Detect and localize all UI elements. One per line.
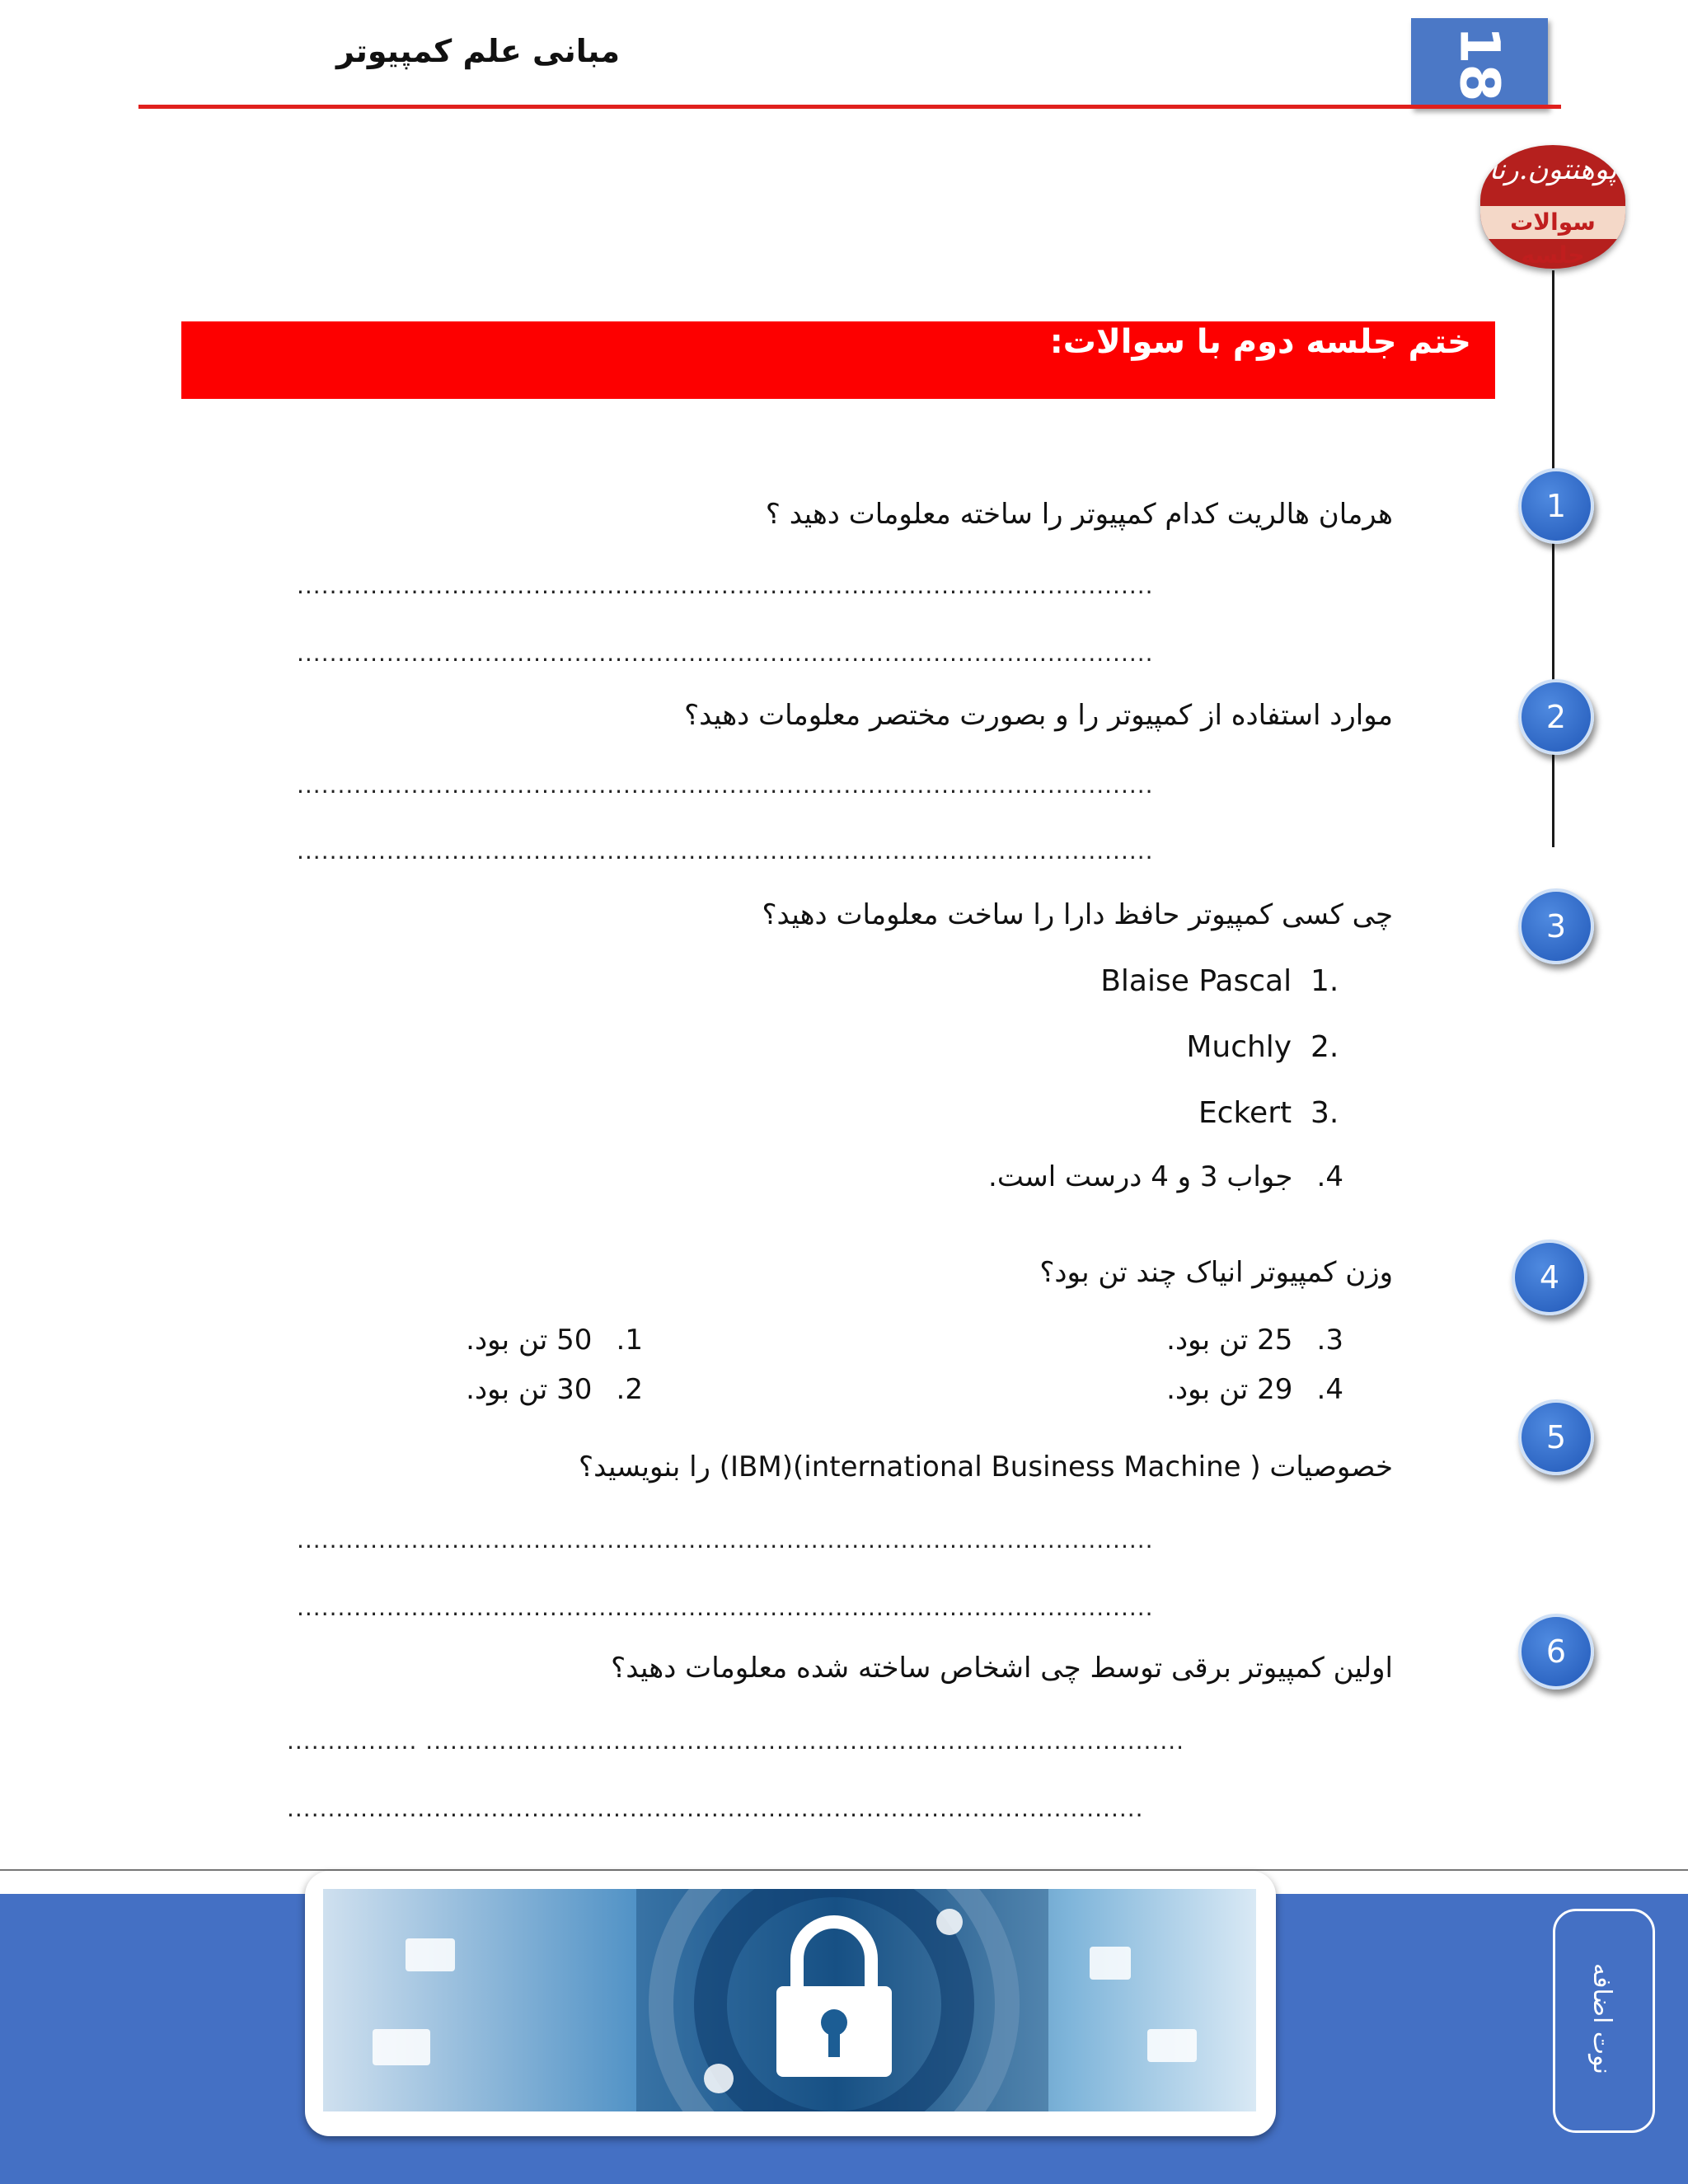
section-banner-title: ختم جلسه دوم با سوالات: <box>1049 323 1471 361</box>
answer-line: ......................................................................................................... <box>297 1526 1154 1554</box>
security-illustration <box>323 1889 1256 2111</box>
page-number: 18 <box>1447 26 1512 101</box>
question-1-text: هرمان هالریت کدام کمپیوتر را ساخته معلومات دهید ؟ <box>765 498 1393 531</box>
answer-line: ......................................................................................................... <box>297 771 1154 799</box>
question-6-text: اولین کمپیوتر برقی توسط چی اشخاص ساخته شده معلومات دهید؟ <box>611 1652 1393 1685</box>
answer-line: ......................................................................................................... <box>297 1594 1154 1621</box>
option-item: 3. 25 تن بود. <box>1166 1324 1343 1357</box>
timeline-line <box>1552 270 1554 847</box>
question-2-text: موارد استفاده از کمپیوتر را و بصورت مختصر معلومات دهید؟ <box>684 699 1393 732</box>
answer-line: ......................................................................................................... <box>297 640 1154 667</box>
option-item: 4. 29 تن بود. <box>1166 1373 1343 1406</box>
answer-line: ......................................................................................................... <box>297 572 1154 599</box>
option-item: Eckert 3. <box>1198 1096 1339 1130</box>
option-item: Muchly 2. <box>1186 1030 1339 1064</box>
notes-label: نوت اضافه <box>1587 1962 1616 2074</box>
padlock-icon <box>323 1889 1256 2111</box>
option-item: 1. 50 تن بود. <box>466 1324 643 1357</box>
option-item: Blaise Pascal 1. <box>1100 964 1339 998</box>
badge-caption: سوالات جلسه <box>1480 206 1625 239</box>
question-number-4: 4 <box>1512 1240 1587 1315</box>
university-badge-logo <box>1480 145 1625 269</box>
option-item: 2. 30 تن بود. <box>466 1373 643 1406</box>
question-4-text: وزن کمپیوتر انیاک چند تن بود؟ <box>1039 1256 1393 1289</box>
question-number-2: 2 <box>1518 679 1594 755</box>
option-item: 4. جواب 3 و 4 درست است. <box>988 1160 1343 1193</box>
answer-line: ......................................................................................................... <box>297 837 1154 865</box>
badge-university-name: پوهنتون.رنا <box>1489 153 1617 186</box>
question-number-1: 1 <box>1518 468 1594 544</box>
question-number-3: 3 <box>1518 888 1594 964</box>
document-title: مبانی علم کمپیوتر <box>335 33 621 69</box>
answer-line: ................ ............................................................................................. <box>287 1727 1185 1755</box>
question-number-6: 6 <box>1518 1614 1594 1690</box>
question-number-5: 5 <box>1518 1399 1594 1475</box>
question-3-text: چی کسی کمپیوتر حافظ دارا را ساخت معلومات دهید؟ <box>762 898 1393 931</box>
header-divider <box>138 105 1561 109</box>
answer-line: ......................................................................................................... <box>287 1795 1144 1822</box>
question-5-text: خصوصیات ( international Business Machine)(IBM) را بنویسید؟ <box>579 1451 1393 1483</box>
